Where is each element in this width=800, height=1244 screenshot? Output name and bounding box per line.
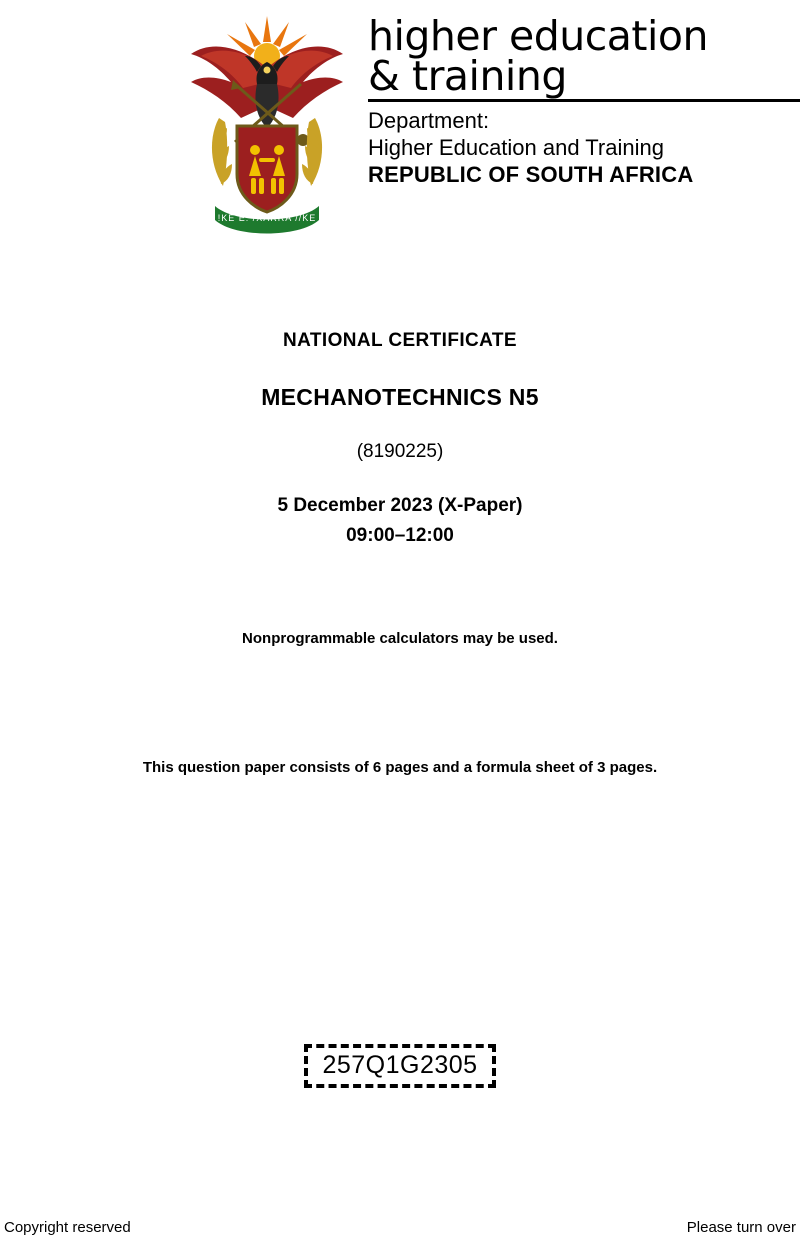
footer-copyright: Copyright reserved: [4, 1219, 131, 1236]
department-wordmark: [360, 10, 800, 189]
exam-time: 09:00–12:00: [346, 525, 454, 547]
certificate-title: NATIONAL CERTIFICATE: [283, 330, 517, 351]
document-header: [175, 10, 800, 245]
shield-icon: [237, 126, 297, 212]
paper-code-container: [0, 1044, 800, 1088]
department-name: Higher Education and Training: [368, 135, 664, 161]
exam-cover-details: [0, 330, 800, 776]
exam-date: 5 December 2023 (X-Paper): [277, 495, 523, 516]
subject-title: MECHANOTECHNICS N5: [261, 384, 539, 410]
page-count-note: This question paper consists of 6 pages and a formula sheet of 3 pages.: [142, 758, 658, 776]
wordmark-line-2: & training: [368, 52, 567, 101]
subject-code: (8190225): [356, 441, 444, 462]
country-name: REPUBLIC OF SOUTH AFRICA: [368, 162, 694, 187]
svg-text:!KE E: /XARRA //KE: !KE E: /XARRA //KE: [217, 213, 317, 223]
department-label: Department:: [368, 108, 490, 134]
paper-code: 257Q1G2305: [304, 1044, 495, 1088]
footer-turn-over: Please turn over: [686, 1219, 796, 1236]
wordmark-line-1: higher education: [368, 12, 708, 60]
calculator-note: Nonprogrammable calculators may be used.: [242, 629, 558, 647]
page-footer: [0, 1219, 800, 1236]
coat-of-arms-logo: [175, 10, 360, 240]
